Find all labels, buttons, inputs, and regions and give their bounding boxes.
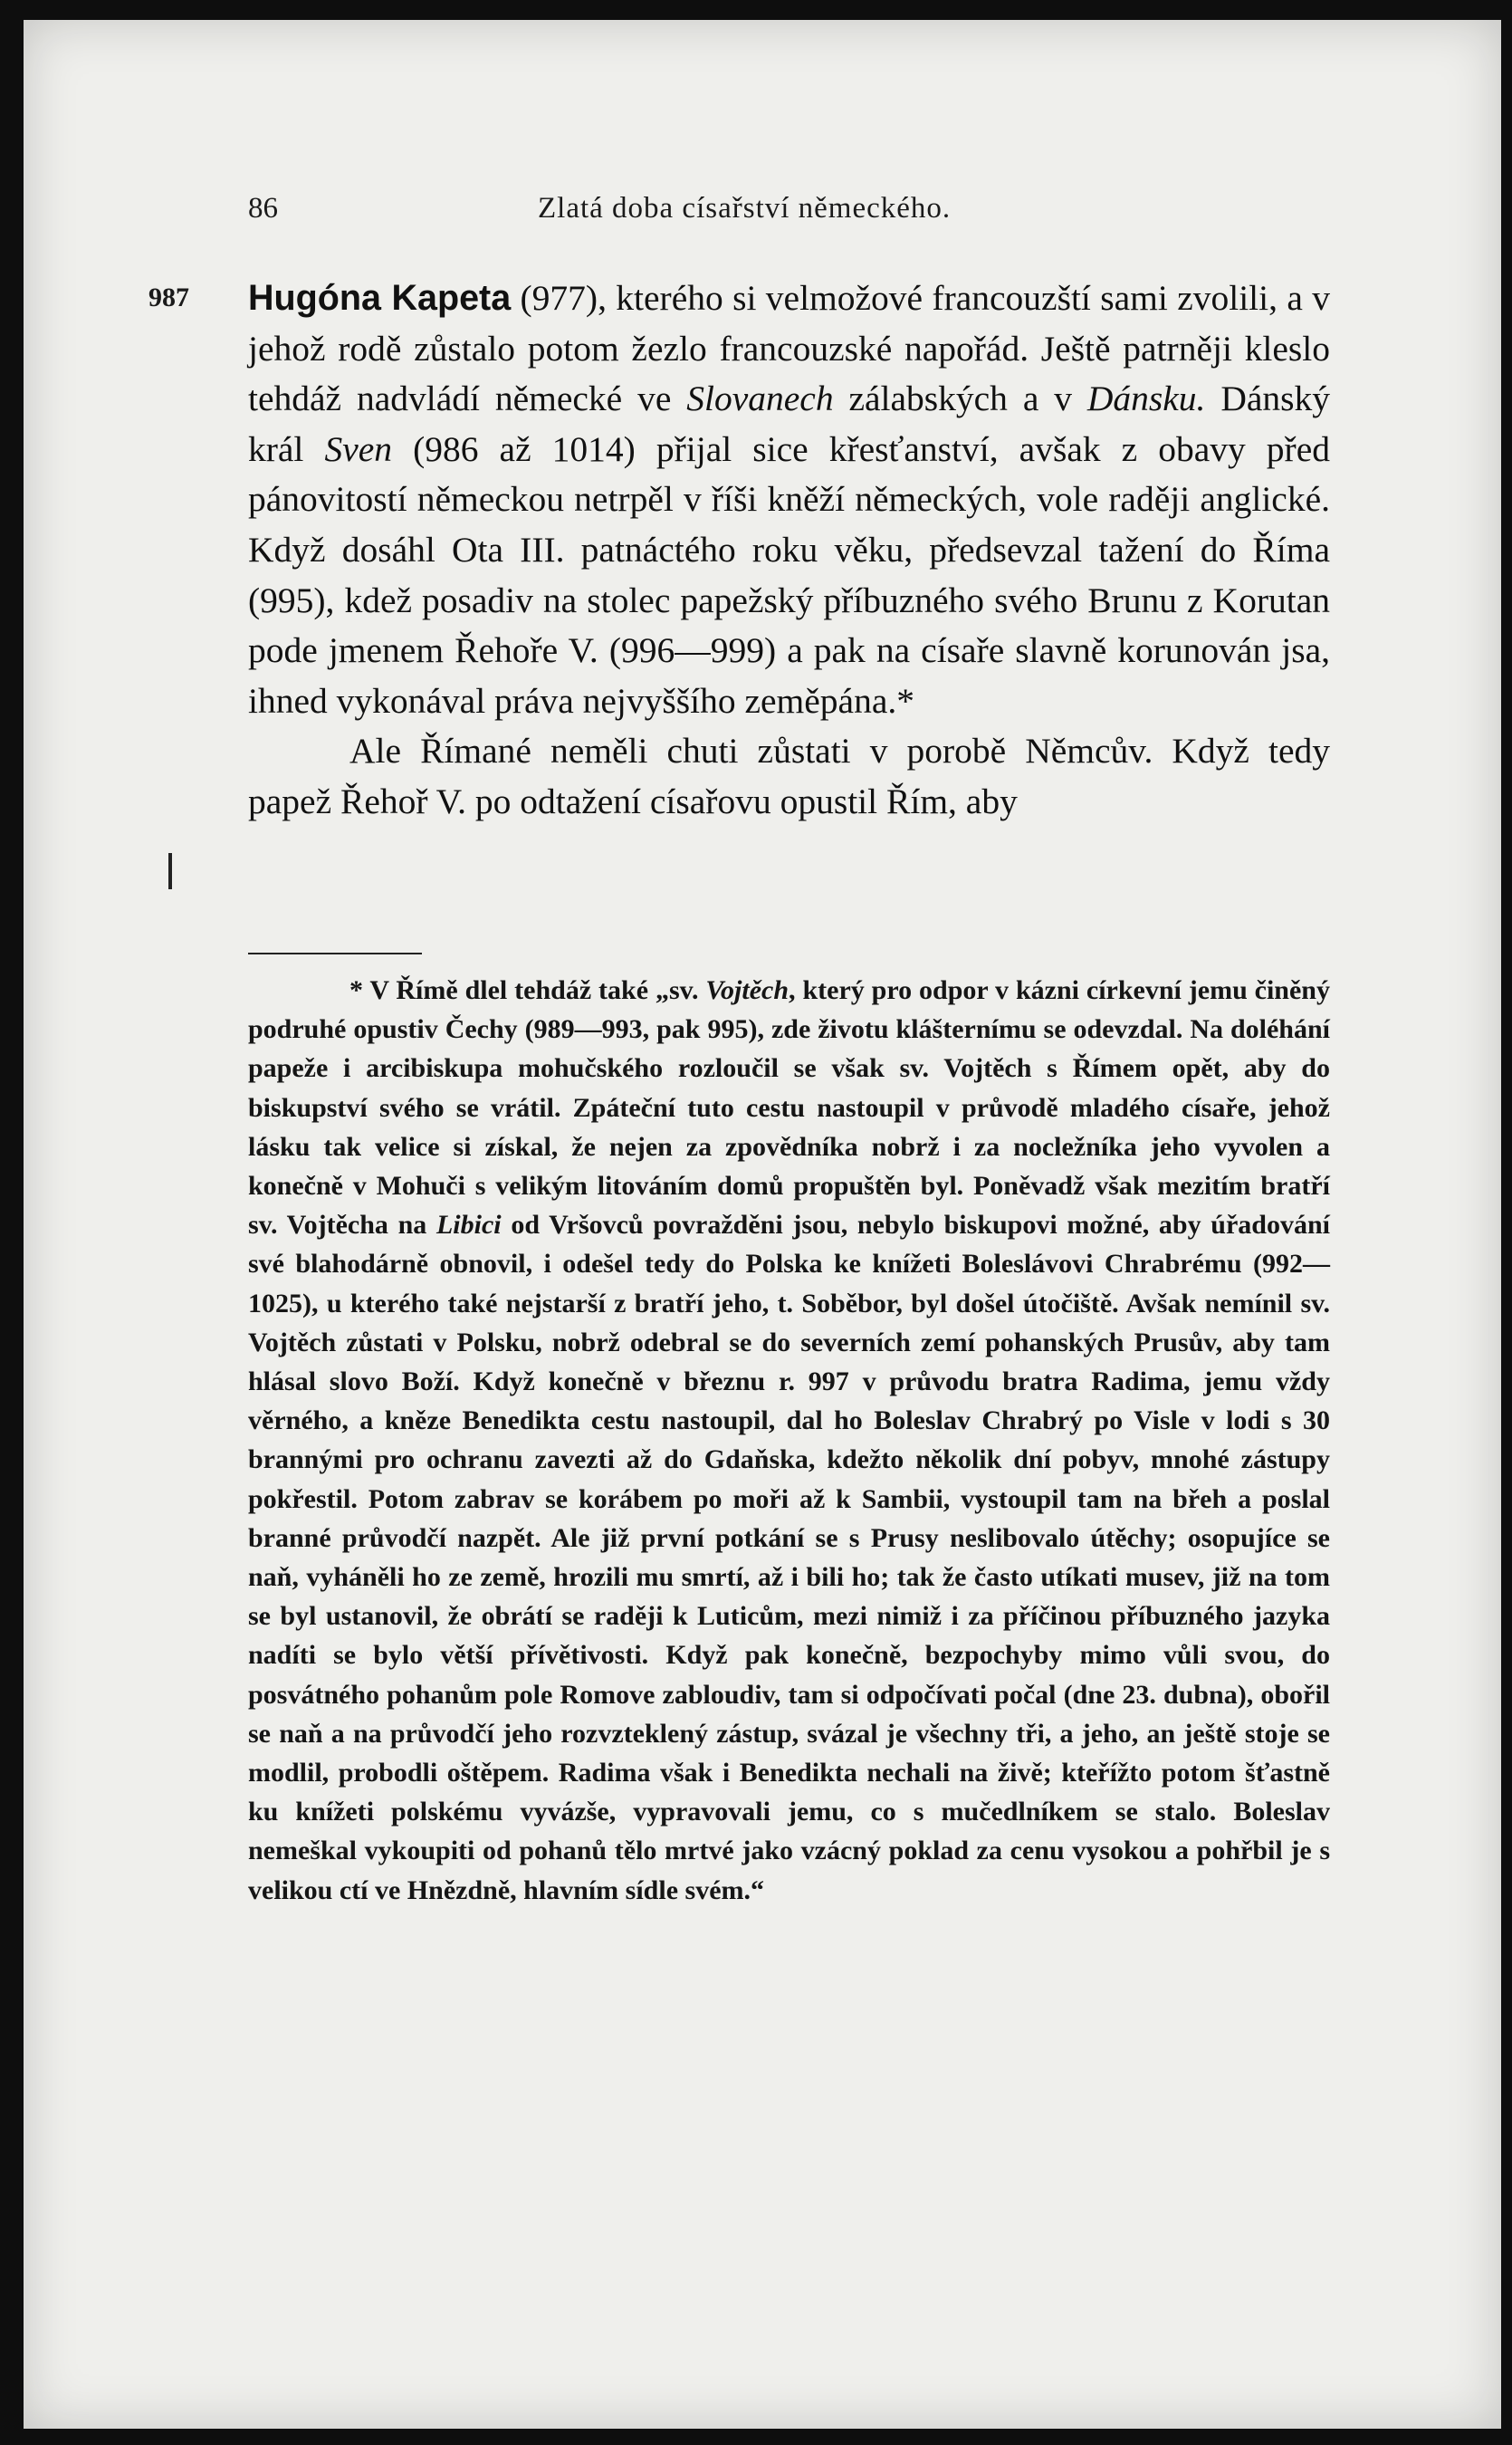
text-run: (986 až 1014) přijal sice křesťanství, avšak z obavy před pánovitostí německou netrpěl v říši kněží německých, vole raději anglické. Když dosáhl Ota III. patnáctého roku věku, předsevzal tažení do Říma (995), kdež posadiv na stolec papežský příbuzného svého Brunu z Korutan pode jmenem Řehoře V. (996—999) a pak na císaře slavně korunován jsa, ihned vykonával práva nejvyššího zeměpána.* bbox=[248, 428, 1330, 721]
text-run: od Vršovců povražděni jsou, nebylo biskupovi možné, aby úřadování své blahodárně obnovil, i odešel tedy do Polska ke knížeti Boleslávovi Chrabrému (992—1025), u kterého také nejstarší z bratří jeho, t. Soběbor, byl došel útočiště. Avšak nemínil sv. Vojtěch zůstati v Polsku, nobrž odebral se do severních zemí pohanských Prusův, aby tam hlásal slovo Boží. Když konečně v březnu r. 997 v průvodu bratra Radima, jemu vždy věrného, a kněze Benedikta cestu nastoupil, dal ho Boleslav Chrabrý po Visle v lodi s 30 brannými pro ochranu zavezti až do Gdaňska, kdežto několik dní pobyv, mnohé zástupy pokřestil. Potom zabrav se korábem po moři až k Sambii, vystoupil tam na břeh a poslal branné průvodčí nazpět. Ale již první potkání se s Prusy neslibovalo útěchy; osopujíce se naň, vyháněli ho ze země, hrozili mu smrtí, až i bili ho; tak že často utíkati musev, již na tom se byl ustanovil, že obrátí se raději k Luticům, mezi nimiž i za příčinou příbuzného jazyka nadíti se bylo větší přívětivosti. Když pak konečně, bezpochyby mimo vůli svou, do posvátného pohanům pole Romove zabloudiv, tam si odpočívati počal (dne 23. dubna), obořil se naň a na průvodčí jeho rozvzteklený zástup, svázal je všechny tři, a jeho, an ještě stoje se modlil, probodli oštěpem. Radima však i Benedikta nechali na živě; kteřížto potom šťastně ku knížeti polskému vyvázše, vypravovali jemu, co s mučedlníkem se stalo. Boleslav nemeškal vykoupiti od pohanů tělo mrtvé jako vzácný poklad za cenu vysokou a pohřbil je s velikou ctí ve Hnězdně, hlavním sídle svém.“ bbox=[248, 1210, 1330, 1905]
italic-sven: Sven bbox=[324, 428, 393, 469]
italic-libici: Libici bbox=[435, 1210, 502, 1241]
text-run: Dánský král bbox=[248, 379, 1330, 469]
text-run: , který pro odpor v kázni církevní jemu činěný podruhé opustiv Čechy (989—993, pak 995), zde životu klášternímu se odevzdal. Na doléhání papeže i arcibiskupa mohučského rozloučil se však sv. Vojtěch s Římem opět, aby do biskupství svého se vrátil. Zpáteční tuto cestu nastoupil v průvodě mladého císaře, jehož lásku tak velice si získal, že nejen za zpovědníka nobrž i za nocležníka jeho vyvolen a konečně v Mohuči s velikým litováním domů propuštěn byl. Poněvadž však mezitím bratří sv. Vojtěcha na bbox=[248, 975, 1330, 1241]
text-run: (977), kterého si velmožové francouzští sami zvolili, a v jehož rodě zůstalo potom žezlo francouzské napořád. Ještě patrněji kleslo tehdáž nadvládí německé ve bbox=[248, 278, 1330, 419]
text-run: zálabských a v bbox=[833, 379, 1087, 419]
running-title: Zlatá doba císařství německého. bbox=[538, 192, 952, 225]
margin-mark bbox=[168, 853, 172, 889]
paragraph-1 bbox=[248, 273, 1330, 726]
italic-vojtech: Vojtěch bbox=[705, 975, 789, 1005]
main-text bbox=[248, 273, 1330, 828]
page-header bbox=[248, 183, 1325, 237]
text-run: * V Římě dlel tehdáž také „sv. bbox=[349, 975, 706, 1005]
paragraph-2: Ale Římané neměli chuti zůstati v porobě Němcův. Když tedy papež Řehoř V. po odtažení císařovu opustil Řím, aby bbox=[248, 731, 1330, 821]
footnote-divider bbox=[248, 953, 422, 954]
italic-slovanech: Slovanech bbox=[686, 379, 834, 419]
footnote bbox=[248, 971, 1330, 1910]
name-hugona-kapeta: Hugóna Kapeta bbox=[248, 278, 512, 318]
page-number: 86 bbox=[248, 192, 278, 225]
scanned-page bbox=[24, 20, 1501, 2429]
italic-dansku: Dánsku. bbox=[1086, 379, 1206, 419]
footnote-paragraph bbox=[248, 971, 1330, 1910]
margin-year-note: 987 bbox=[148, 283, 189, 312]
